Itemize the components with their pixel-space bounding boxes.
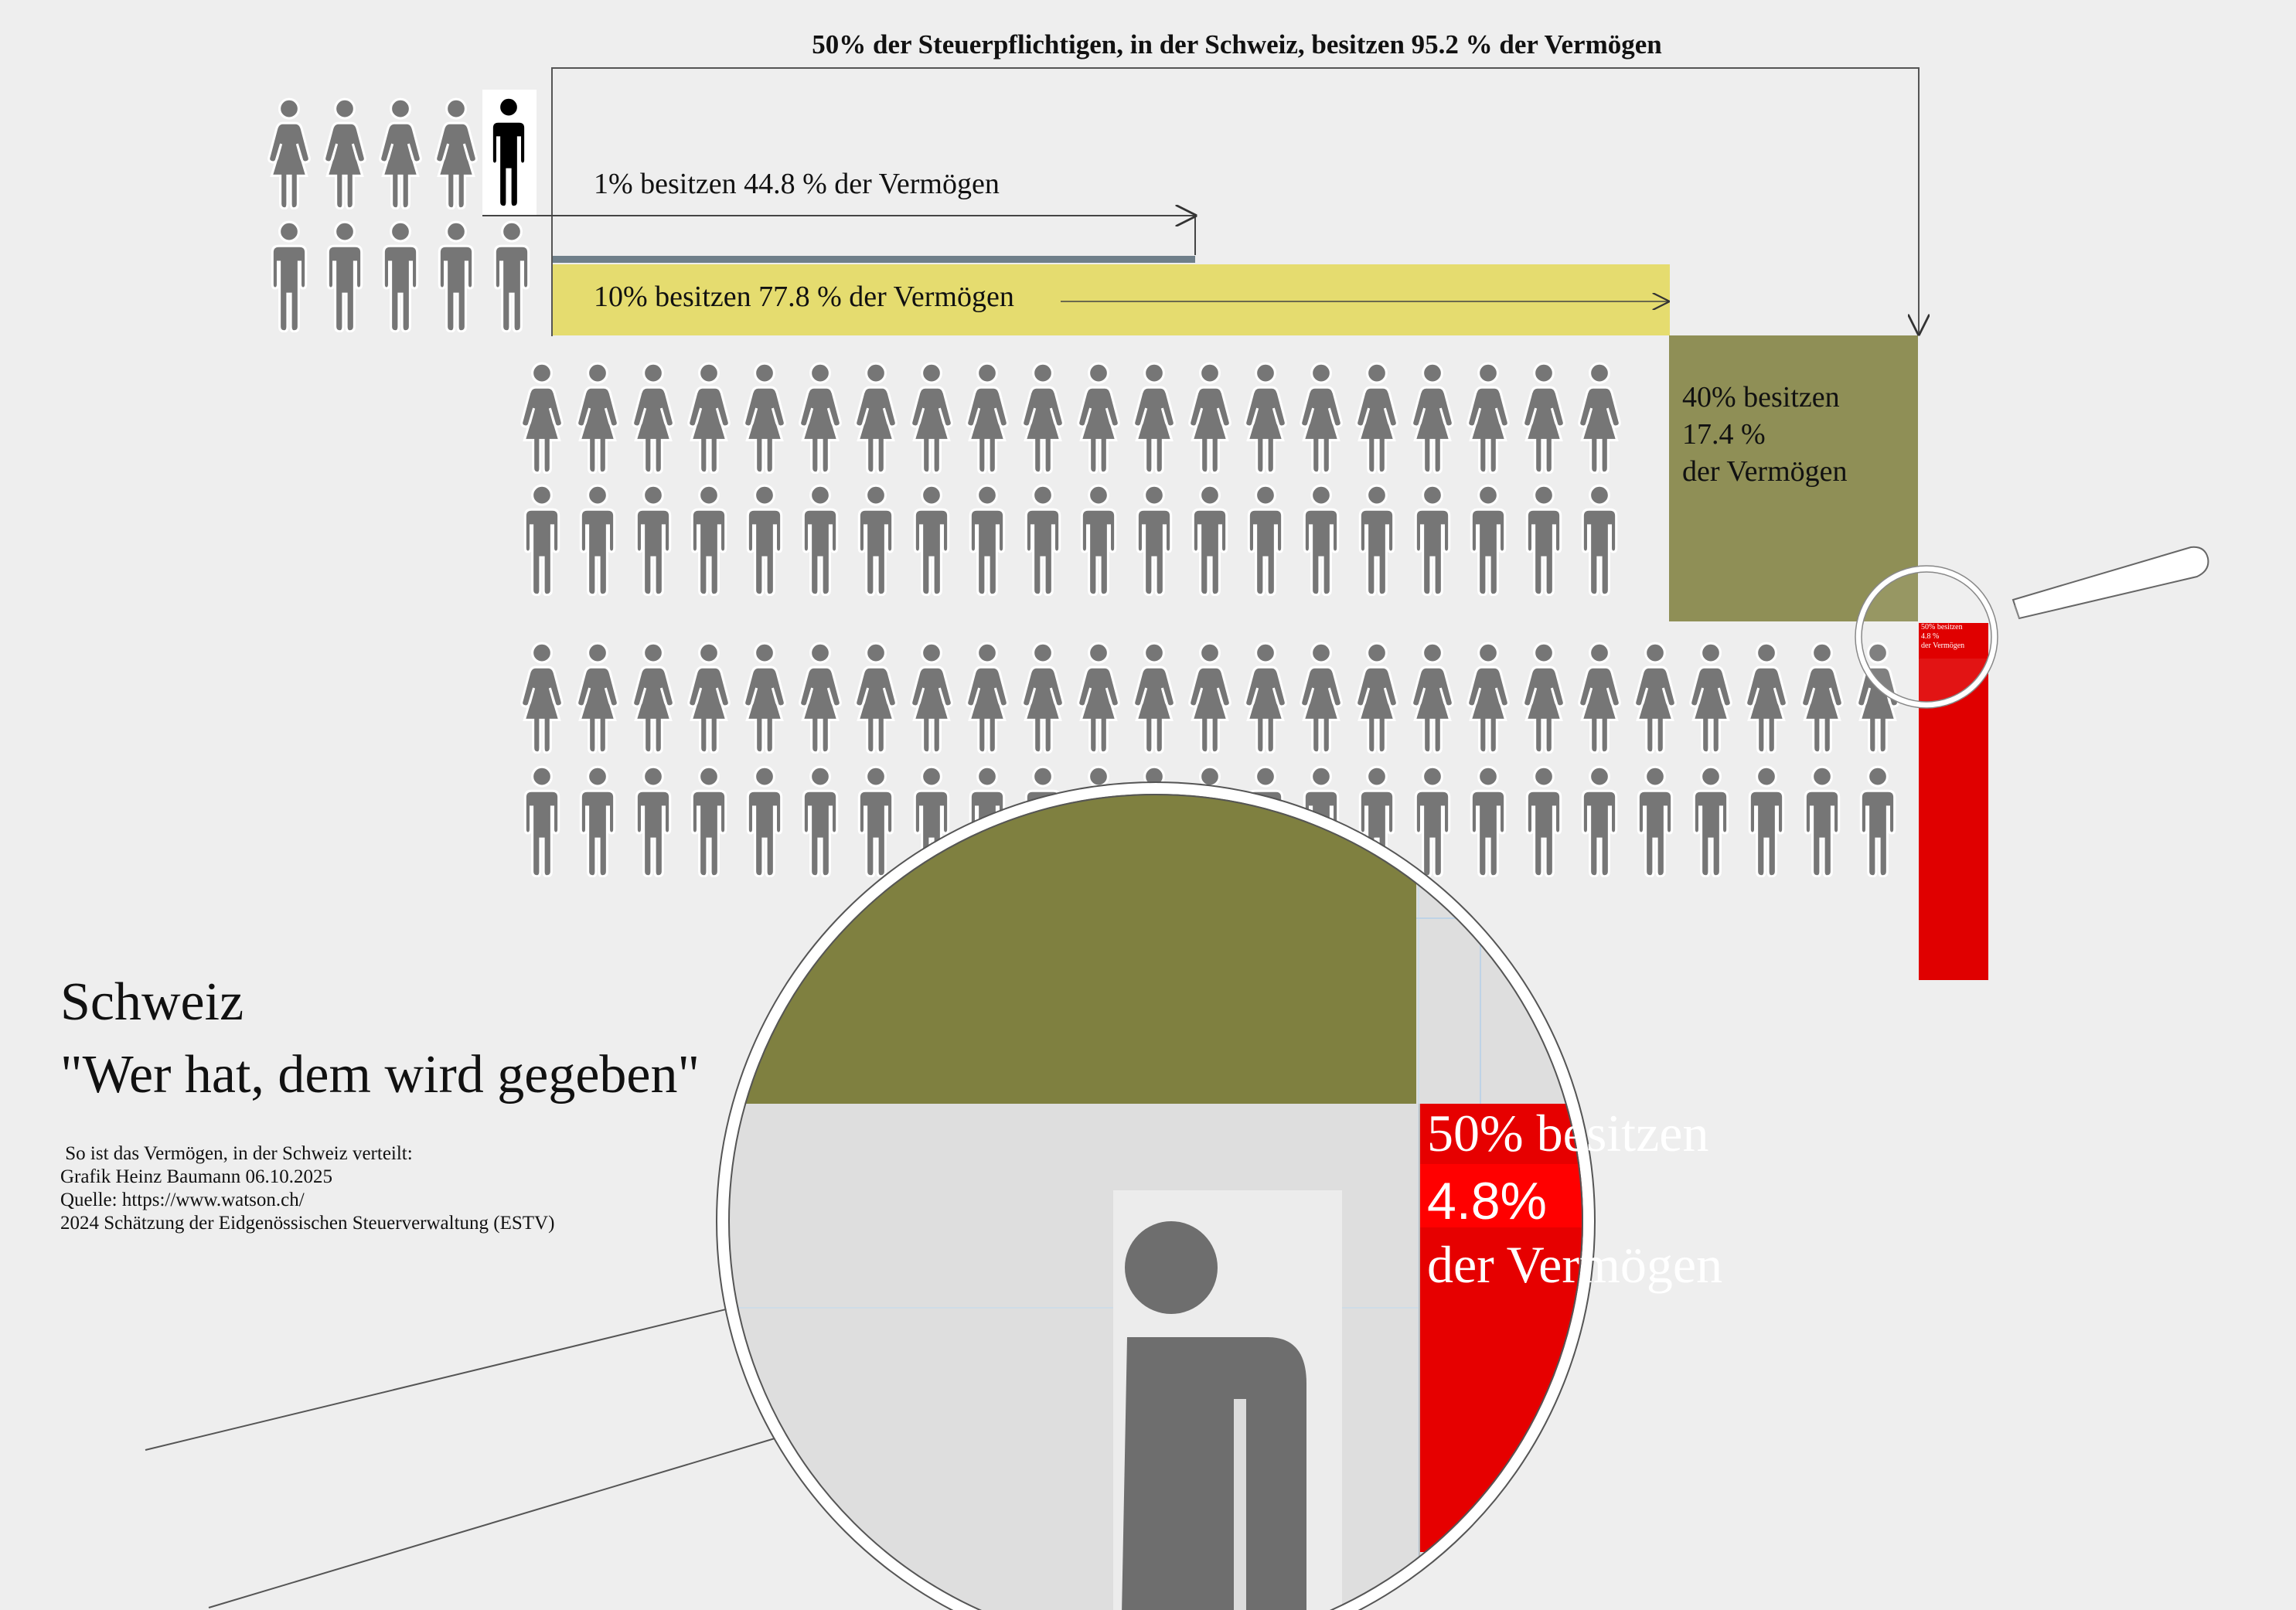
man-icon-91 xyxy=(1415,767,1449,876)
man-icon-36 xyxy=(859,485,892,595)
woman-icon-66 xyxy=(1412,643,1453,753)
woman-icon-26 xyxy=(1412,363,1453,473)
man-icon-96 xyxy=(1694,767,1727,876)
man-icon-97 xyxy=(1749,767,1783,876)
man-icon-38 xyxy=(970,485,1003,595)
small-magnifier xyxy=(1855,547,2208,708)
woman-icon-20 xyxy=(1078,363,1119,473)
woman-icon-61 xyxy=(1134,643,1175,753)
woman-icon-10 xyxy=(522,363,563,473)
man-icon-41 xyxy=(1137,485,1170,595)
man-icon-37 xyxy=(915,485,948,595)
woman-icon-14 xyxy=(744,363,785,473)
woman-icon-12 xyxy=(633,363,674,473)
man-icon-95 xyxy=(1638,767,1671,876)
man-icon-77 xyxy=(636,767,669,876)
woman-icon-18 xyxy=(967,363,1008,473)
arrow-1-percent xyxy=(482,216,1195,255)
note-line-2: Grafik Heinz Baumann 06.10.2025 xyxy=(60,1166,333,1187)
woman-icon-21 xyxy=(1134,363,1175,473)
man-icon-78 xyxy=(692,767,725,876)
woman-icon-65 xyxy=(1357,643,1398,753)
woman-icon-17 xyxy=(911,363,952,473)
woman-icon-25 xyxy=(1357,363,1398,473)
woman-icon-2 xyxy=(380,99,421,209)
label-40-percent-line3: der Vermögen xyxy=(1682,455,1848,488)
man-icon-48 xyxy=(1527,485,1560,595)
woman-icon-50 xyxy=(522,643,563,753)
woman-icon-22 xyxy=(1190,363,1231,473)
label-50-percent-small-line1: 50% besitzen xyxy=(1921,623,1963,631)
man-icon-80 xyxy=(803,767,836,876)
man-icon-93 xyxy=(1527,767,1560,876)
man-icon-32 xyxy=(636,485,669,595)
woman-icon-51 xyxy=(577,643,618,753)
man-icon-35 xyxy=(803,485,836,595)
woman-icon-13 xyxy=(689,363,730,473)
woman-icon-28 xyxy=(1524,363,1565,473)
woman-icon-60 xyxy=(1078,643,1119,753)
man-icon-8 xyxy=(439,222,472,332)
woman-icon-57 xyxy=(911,643,952,753)
man-icon-7 xyxy=(383,222,417,332)
woman-icon-71 xyxy=(1691,643,1732,753)
main-title: 50% der Steuerpflichtigen, in der Schweiz, besitzen 95.2 % der Vermögen xyxy=(812,29,1662,60)
woman-icon-58 xyxy=(967,643,1008,753)
man-icon-81 xyxy=(859,767,892,876)
man-icon-39 xyxy=(1026,485,1059,595)
woman-icon-64 xyxy=(1301,643,1342,753)
woman-icon-24 xyxy=(1301,363,1342,473)
man-icon-76 xyxy=(581,767,614,876)
woman-icon-63 xyxy=(1245,643,1286,753)
woman-icon-29 xyxy=(1579,363,1620,473)
man-icon-9 xyxy=(495,222,528,332)
source-notes xyxy=(60,1142,554,1235)
man-icon-44 xyxy=(1304,485,1337,595)
zoom-label-line1: 50% besitzen xyxy=(1427,1104,1709,1162)
heading xyxy=(60,966,700,1111)
woman-icon-70 xyxy=(1635,643,1676,753)
man-icon-98 xyxy=(1805,767,1838,876)
woman-icon-27 xyxy=(1468,363,1509,473)
woman-icon-3 xyxy=(436,99,477,209)
label-50-percent-small-line2: 4.8 % xyxy=(1921,632,1940,641)
woman-icon-68 xyxy=(1524,643,1565,753)
woman-icon-53 xyxy=(689,643,730,753)
woman-icon-16 xyxy=(856,363,897,473)
woman-icon-72 xyxy=(1746,643,1787,753)
label-1-percent: 1% besitzen 44.8 % der Vermögen xyxy=(594,168,1000,200)
woman-icon-56 xyxy=(856,643,897,753)
man-icon-43 xyxy=(1248,485,1282,595)
woman-icon-59 xyxy=(1023,643,1064,753)
woman-icon-11 xyxy=(577,363,618,473)
bar-1-percent xyxy=(552,256,1195,263)
woman-icon-23 xyxy=(1245,363,1286,473)
man-icon-45 xyxy=(1360,485,1393,595)
heading-line2: "Wer hat, dem wird gegeben" xyxy=(60,1045,700,1105)
man-icon-47 xyxy=(1471,485,1504,595)
woman-icon-67 xyxy=(1468,643,1509,753)
man-icon-79 xyxy=(748,767,781,876)
woman-icon-54 xyxy=(744,643,785,753)
note-line-4: 2024 Schätzung der Eidgenössischen Steuerverwaltung (ESTV) xyxy=(60,1213,555,1234)
man-icon-40 xyxy=(1082,485,1115,595)
heading-line1: Schweiz xyxy=(60,972,244,1032)
big-magnifier-lens xyxy=(717,782,1797,1610)
label-10-percent: 10% besitzen 77.8 % der Vermögen xyxy=(594,281,1014,313)
woman-icon-1 xyxy=(325,99,366,209)
woman-icon-62 xyxy=(1190,643,1231,753)
man-icon-46 xyxy=(1415,485,1449,595)
label-40-percent-line1: 40% besitzen xyxy=(1682,381,1840,414)
note-line-1: So ist das Vermögen, in der Schweiz verteilt: xyxy=(60,1143,413,1164)
man-icon-33 xyxy=(692,485,725,595)
woman-icon-55 xyxy=(800,643,841,753)
woman-icon-69 xyxy=(1579,643,1620,753)
man-icon-34 xyxy=(748,485,781,595)
man-icon-75 xyxy=(525,767,558,876)
zoom-label-line3: der Vermögen xyxy=(1427,1235,1723,1294)
man-icon-49 xyxy=(1582,485,1616,595)
note-line-3: Quelle: https://www.watson.ch/ xyxy=(60,1190,305,1210)
woman-icon-15 xyxy=(800,363,841,473)
man-icon-92 xyxy=(1471,767,1504,876)
label-40-percent-line2: 17.4 % xyxy=(1682,418,1766,451)
man-icon-99 xyxy=(1861,767,1894,876)
label-50-percent-small-line3: der Vermögen xyxy=(1921,642,1965,650)
man-icon-94 xyxy=(1582,767,1616,876)
man-icon-5 xyxy=(272,222,305,332)
zoom-label-line2: 4.8% xyxy=(1427,1172,1547,1230)
man-icon-30 xyxy=(525,485,558,595)
man-icon-42 xyxy=(1193,485,1226,595)
woman-icon-19 xyxy=(1023,363,1064,473)
woman-icon-52 xyxy=(633,643,674,753)
woman-icon-73 xyxy=(1802,643,1843,753)
woman-icon-0 xyxy=(269,99,310,209)
man-icon-31 xyxy=(581,485,614,595)
man-icon-6 xyxy=(328,222,361,332)
